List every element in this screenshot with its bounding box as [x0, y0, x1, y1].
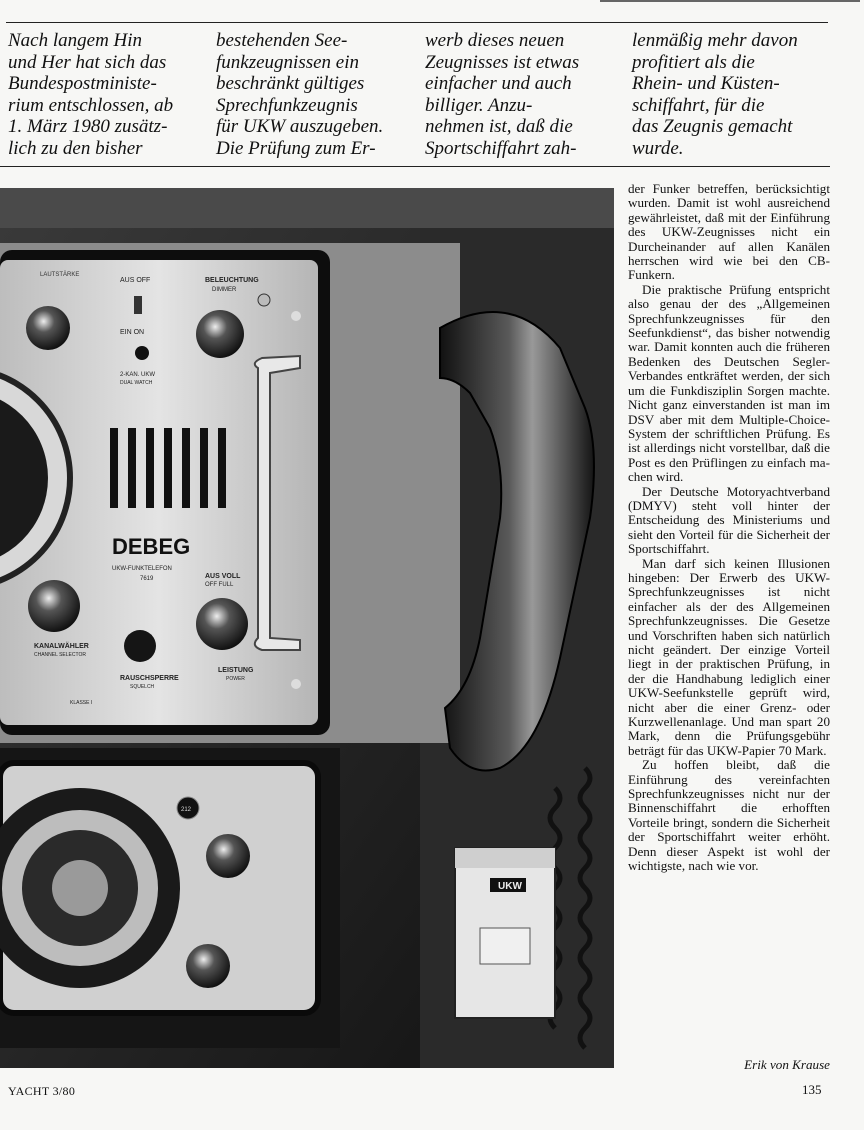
label-kanalwaehler: KANALWÄHLER: [34, 643, 89, 650]
top-rule: [6, 22, 828, 23]
article-body-column: [628, 182, 830, 874]
label-rauschsperre: RAUSCHSPERRE: [120, 675, 179, 682]
top-right-mark: [600, 0, 860, 2]
badge-number: 212: [181, 807, 192, 813]
article-paragraph: der Funker betreffen, berücksichtigt wurden. Damit ist wohl ausreichend gewährleistet, daß mit der Einführung des UKW-Zeugnisses nicht ein Durcheinander auf allen Kanälen herrschen wird wie bei den CB-Funkern.: [628, 181, 830, 283]
brand-logo: DEBEG: [112, 534, 191, 559]
label-lautstaerke: LAUTSTÄRKE: [40, 272, 80, 278]
label-klasse: KLASSE I: [70, 700, 93, 706]
label-leistung: LEISTUNG: [218, 667, 254, 674]
author-signature: Erik von Krause: [744, 1057, 830, 1072]
label-beleuchtung: BELEUCHTUNG: [205, 277, 259, 284]
label-dual-watch: DUAL WATCH: [120, 380, 153, 386]
magazine-issue: YACHT 3/80: [8, 1084, 76, 1098]
page-number: 135: [802, 1082, 822, 1097]
intro-column-4: lenmäßig mehr davon profitiert als die Rhein- und Küsten- schiffahrt, für die das Zeugnis gemacht wurde.: [632, 30, 798, 159]
label-ein-on: EIN ON: [120, 329, 145, 336]
model-label: UKW-FUNKTELEFON: [112, 566, 172, 572]
label-squelch: SQUELCH: [130, 684, 155, 690]
radio-photo-illustration: [0, 188, 614, 1068]
ukw-box-text: UKW: [498, 881, 522, 892]
label-channel-selector: CHANNEL SELECTOR: [34, 652, 86, 658]
label-power: POWER: [226, 676, 245, 682]
label-dimmer: DIMMER: [212, 287, 237, 293]
article-paragraph: Der Deutsche Motoryachtverband (DMYV) steht voll hinter der Entscheidung des Ministeriums und sieht den Vorteil für die Sicherheit der Sportschiffahrt.: [628, 483, 830, 557]
intro-column-1: Nach langem Hin und Her hat sich das Bundespostministe- rium entschlossen, ab 1. März 1980 zusätz- lich zu den bisher: [8, 30, 174, 159]
label-aus-voll: AUS VOLL: [205, 573, 241, 580]
label-off-full: OFF FULL: [205, 582, 234, 588]
intro-bottom-rule: [0, 166, 830, 167]
article-paragraph: Zu hoffen bleibt, daß die Einführung des vereinfachten Sprechfunkzeugnisses nicht nur der Binnenschiffahrt die erhofften Vorteile bringt, sondern die Sicherheit der Sportschiffahrt weiter erhöht. Denn dieser Aspekt ist wohl der wichtigste, nach wie vor.: [628, 757, 830, 874]
intro-column-3: werb dieses neuen Zeugnisses ist etwas einfacher und auch billiger. Anzu- nehmen ist, daß die Sportschiffahrt zah-: [425, 30, 580, 159]
article-paragraph: Die praktische Prüfung entspricht also genau der des „Allgemeinen Sprechfunkzeugnisses für den Seefunkdienst“, das bisher notwendig war. Damit konnten auch die früheren Bedenken des Deutschen Segler-Verbandes entkräftet werden, der sich um die Funkdisziplin Sorgen machte. Nicht ganz einverstanden ist man im DSV aber mit dem Multiple-Choice-System der schriftlichen Prüfung. Es ist allerdings nicht vorstellbar, daß die Post es den Prüflingen zu einfach machen wird.: [628, 281, 830, 485]
label-aus-off: AUS OFF: [120, 277, 151, 284]
model-number: 7619: [140, 576, 154, 582]
label-2kan-ukw: 2-KAN. UKW: [120, 372, 156, 378]
article-paragraph: Man darf sich keinen Illusionen hingeben: Der Erwerb des UKW-Sprechfunkzeugnisses ist nicht einfacher als der des Allgemeinen Sprechfunkzeugnisses. Die Gesetze und Vorschriften haben sich natürlich nicht geändert. Der einzige Vorteil liegt in der praktischen Prüfung, in der die Handhabung lediglich einer UKW-Seefunkstelle geprüft wird, nicht aber die einer Grenz- oder Kurzwellenanlage. Und man spart 20 Mark, denn die Prüfungsgebühr beträgt für das UKW-Papier 70 Mark.: [628, 555, 830, 758]
intro-column-2: bestehenden See- funkzeugnissen ein beschränkt gültiges Sprechfunkzeugnis für UKW auszugeben. Die Prüfung zum Er-: [216, 30, 384, 159]
radio-photo: [0, 188, 614, 1068]
